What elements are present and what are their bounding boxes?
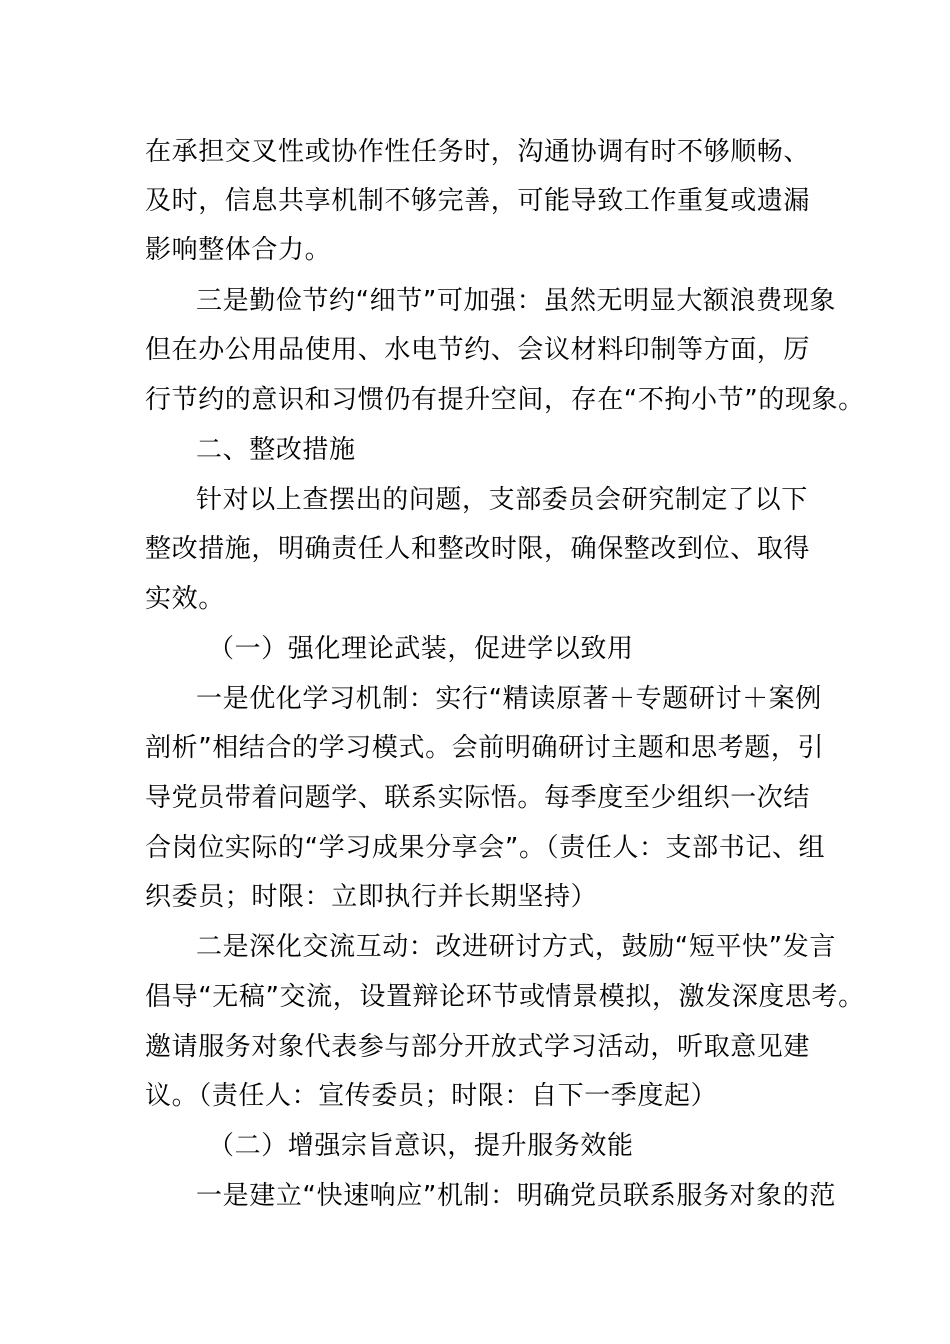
paragraph-start-line: 一是优化学习机制：实行“精读原著＋专题研讨＋案例 [196,684,822,714]
section-heading: 二、整改措施 [196,435,356,465]
text-line: 行节约的意识和习惯仍有提升空间，存在“不拘小节”的现象。 [145,385,865,415]
text-line: 剖析”相结合的学习模式。会前明确研讨主题和思考题，引 [145,733,825,763]
text-line: 但在办公用品使用、水电节约、会议材料印制等方面，厉 [145,335,811,365]
paragraph-start-line: 三是勤俭节约“细节”可加强：虽然无明显大额浪费现象 [196,286,836,316]
paragraph-start-line: 针对以上查摆出的问题，支部委员会研究制定了以下 [196,485,808,515]
text-line: 导党员带着问题学、联系实际悟。每季度至少组织一次结 [145,783,811,813]
text-line: 邀请服务对象代表参与部分开放式学习活动，听取意见建 [145,1032,811,1062]
text-line: 整改措施，明确责任人和整改时限，确保整改到位、取得 [145,534,811,564]
text-line: 织委员；时限：立即执行并长期坚持） [145,882,598,912]
paragraph-start-line: 一是建立“快速响应”机制：明确党员联系服务对象的范 [196,1181,836,1211]
subsection-heading: （一）强化理论武装，促进学以致用 [208,634,634,664]
paragraph-start-line: 二是深化交流互动：改进研讨方式，鼓励“短平快”发言 [196,932,836,962]
text-line: 在承担交叉性或协作性任务时，沟通协调有时不够顺畅、 [145,137,811,167]
text-line: 合岗位实际的“学习成果分享会”。（责任人：支部书记、组 [145,833,826,863]
text-line: 影响整体合力。 [145,235,332,265]
subsection-heading: （二）增强宗旨意识，提升服务效能 [208,1131,634,1161]
text-line: 倡导“无稿”交流，设置辩论环节或情景模拟，激发深度思考。 [145,982,865,1012]
text-line: 及时，信息共享机制不够完善，可能导致工作重复或遗漏 [145,186,811,216]
text-line: 实效。 [145,584,225,614]
text-line: 议。（责任人：宣传委员；时限：自下一季度起） [145,1081,718,1111]
